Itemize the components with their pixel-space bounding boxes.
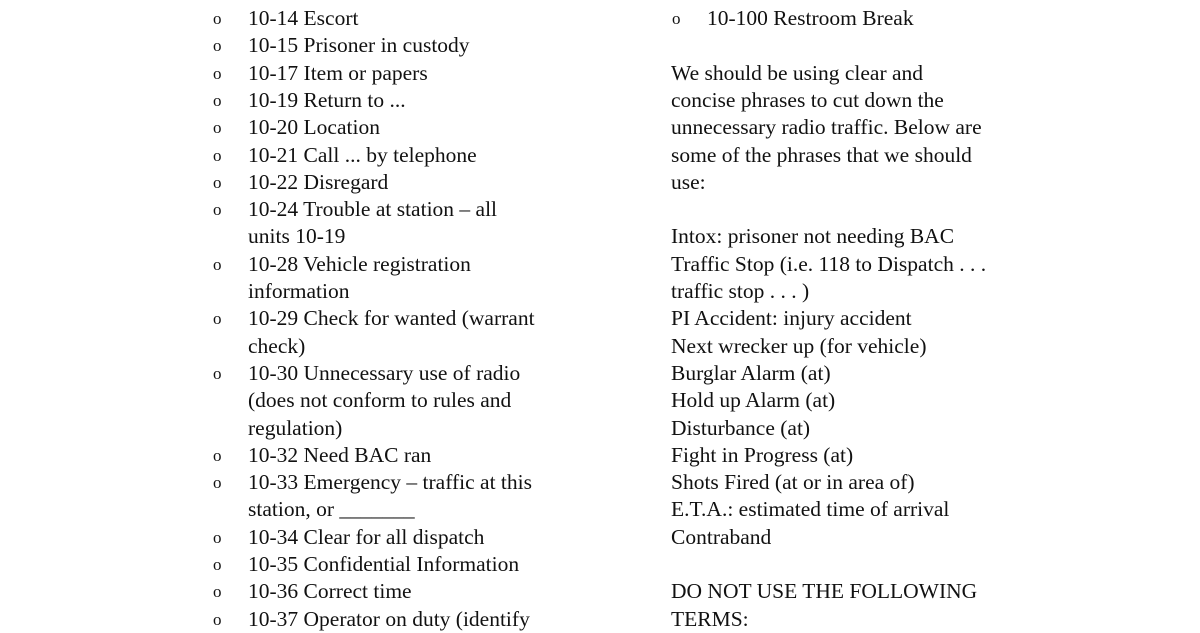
list-item-text: 10-20 Location xyxy=(248,115,380,140)
phrase-line: E.T.A.: estimated time of arrival xyxy=(671,497,950,522)
list-item-text: 10-28 Vehicle registration xyxy=(248,251,471,276)
phrase-line: Burglar Alarm (at) xyxy=(671,360,831,385)
list-item-text: 10-100 Restroom Break xyxy=(707,6,914,30)
bullet-icon: o xyxy=(213,63,222,83)
list-item-text: 10-35 Confidential Information xyxy=(248,552,520,576)
list-item-text: 10-36 Correct time xyxy=(248,579,412,604)
bullet-icon: o xyxy=(213,555,222,574)
list-item-text: 10-33 Emergency – traffic at this xyxy=(248,470,532,495)
intro-paragraph-line: use: xyxy=(671,169,706,194)
list-item-text: 10-22 Disregard xyxy=(248,169,389,194)
list-item-text: (does not conform to rules and xyxy=(248,388,512,413)
bullet-icon: o xyxy=(213,445,222,465)
list-item-text: 10-32 Need BAC ran xyxy=(248,442,432,467)
bullet-icon: o xyxy=(213,363,222,383)
phrase-line: traffic stop . . . ) xyxy=(671,279,810,303)
phrase-line: PI Accident: injury accident xyxy=(671,306,912,331)
list-item-text: 10-21 Call ... by telephone xyxy=(248,142,477,167)
list-item-text: 10-15 Prisoner in custody xyxy=(248,33,470,58)
bullet-icon: o xyxy=(213,254,222,274)
list-item-text: 10-34 Clear for all dispatch xyxy=(248,524,485,549)
list-item-text: 10-30 Unnecessary use of radio xyxy=(248,360,521,385)
warning-heading: DO NOT USE THE FOLLOWING xyxy=(671,579,978,604)
list-item-text: 10-37 Operator on duty (identify xyxy=(248,606,530,631)
bullet-icon: o xyxy=(213,90,222,110)
bullet-icon: o xyxy=(213,527,222,547)
bullet-icon: o xyxy=(213,609,222,629)
list-item-text: 10-19 Return to ... xyxy=(248,87,406,112)
intro-paragraph-line: concise phrases to cut down the xyxy=(671,87,944,112)
phrase-line: Shots Fired (at or in area of) xyxy=(671,470,915,495)
phrase-line: Hold up Alarm (at) xyxy=(671,388,836,413)
bullet-icon: o xyxy=(213,473,222,493)
phrase-line: Next wrecker up (for vehicle) xyxy=(671,333,927,358)
bullet-icon: o xyxy=(213,172,222,192)
phrase-line: Contraband xyxy=(671,524,772,549)
phrase-line: Intox: prisoner not needing BAC xyxy=(671,224,955,249)
bullet-icon: o xyxy=(213,36,222,56)
bullet-icon: o xyxy=(213,200,222,220)
bullet-icon: o xyxy=(672,9,681,28)
list-item-text: 10-17 Item or papers xyxy=(248,60,428,85)
intro-paragraph-line: unnecessary radio traffic. Below are xyxy=(671,115,982,140)
intro-paragraph-line: some of the phrases that we should xyxy=(671,142,972,167)
list-item-text: units 10-19 xyxy=(248,224,346,249)
bullet-icon: o xyxy=(213,9,222,28)
list-item-text: regulation) xyxy=(248,415,343,440)
list-item-text: station, or _______ xyxy=(248,497,415,522)
bullet-icon: o xyxy=(213,118,222,138)
bullet-icon: o xyxy=(213,309,222,329)
list-item-text: 10-24 Trouble at station – all xyxy=(248,197,498,222)
bullet-icon: o xyxy=(213,582,222,602)
intro-paragraph-line: We should be using clear and xyxy=(671,60,924,85)
phrase-line: Traffic Stop (i.e. 118 to Dispatch . . . xyxy=(671,251,987,276)
list-item-text: check) xyxy=(248,333,306,358)
bullet-icon: o xyxy=(213,145,222,165)
list-item-text: 10-29 Check for wanted (warrant xyxy=(248,306,535,331)
phrase-line: Fight in Progress (at) xyxy=(671,442,854,467)
list-item-text: information xyxy=(248,279,350,303)
warning-heading: TERMS: xyxy=(671,606,749,631)
phrase-line: Disturbance (at) xyxy=(671,415,811,440)
list-item-text: 10-14 Escort xyxy=(248,6,359,30)
